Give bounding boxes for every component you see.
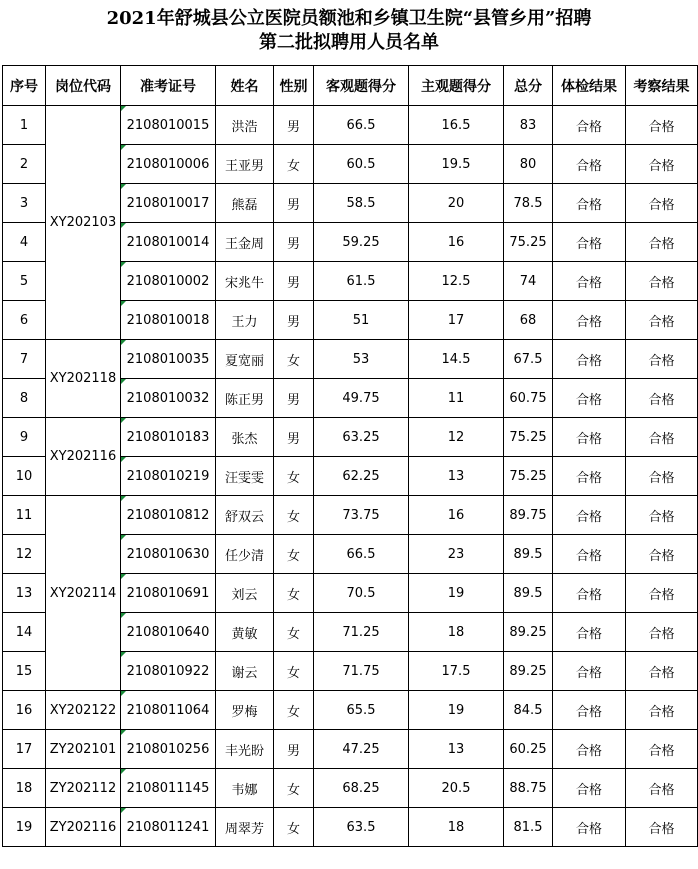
cell-name: 熊磊 [216,184,274,223]
cell-no: 18 [3,769,46,808]
cell-subjective: 16.5 [409,106,504,145]
cell-ticket: 2108011145 [121,769,216,808]
cell-inspection: 合格 [626,184,698,223]
cell-objective: 47.25 [314,730,409,769]
cell-ticket: 2108010219 [121,457,216,496]
cell-objective: 60.5 [314,145,409,184]
cell-medical: 合格 [553,691,626,730]
cell-total: 89.25 [504,652,553,691]
cell-no: 12 [3,535,46,574]
cell-subjective: 12 [409,418,504,457]
cell-ticket: 2108010183 [121,418,216,457]
cell-total: 75.25 [504,418,553,457]
cell-name: 王亚男 [216,145,274,184]
header-no: 序号 [3,66,46,106]
cell-objective: 63.5 [314,808,409,847]
document-title-line2: 第二批拟聘用人员名单 [259,32,439,53]
cell-gender: 男 [274,730,314,769]
cell-medical: 合格 [553,145,626,184]
cell-no: 14 [3,613,46,652]
cell-gender: 女 [274,652,314,691]
cell-total: 83 [504,106,553,145]
cell-total: 88.75 [504,769,553,808]
cell-subjective: 13 [409,730,504,769]
cell-inspection: 合格 [626,340,698,379]
cell-inspection: 合格 [626,223,698,262]
cell-no: 3 [3,184,46,223]
cell-no: 13 [3,574,46,613]
cell-post-code: XY202114 [46,496,121,691]
cell-no: 9 [3,418,46,457]
cell-post-code: XY202118 [46,340,121,418]
cell-inspection: 合格 [626,691,698,730]
cell-name: 王金周 [216,223,274,262]
table-row [3,418,698,457]
cell-inspection: 合格 [626,145,698,184]
cell-gender: 女 [274,769,314,808]
cell-objective: 71.75 [314,652,409,691]
cell-name: 洪浩 [216,106,274,145]
table-row [3,769,698,808]
table-row [3,106,698,145]
table-row [3,808,698,847]
cell-objective: 71.25 [314,613,409,652]
header-ticket: 准考证号 [121,66,216,106]
cell-medical: 合格 [553,184,626,223]
cell-subjective: 19 [409,574,504,613]
cell-subjective: 11 [409,379,504,418]
table-row [3,340,698,379]
cell-subjective: 18 [409,808,504,847]
cell-subjective: 17 [409,301,504,340]
cell-gender: 女 [274,535,314,574]
cell-objective: 59.25 [314,223,409,262]
cell-subjective: 14.5 [409,340,504,379]
cell-medical: 合格 [553,613,626,652]
candidate-table [2,65,698,847]
cell-no: 1 [3,106,46,145]
cell-objective: 68.25 [314,769,409,808]
cell-subjective: 19 [409,691,504,730]
cell-name: 汪雯雯 [216,457,274,496]
cell-inspection: 合格 [626,457,698,496]
cell-no: 8 [3,379,46,418]
cell-objective: 58.5 [314,184,409,223]
cell-ticket: 2108010640 [121,613,216,652]
cell-objective: 49.75 [314,379,409,418]
cell-name: 黄敏 [216,613,274,652]
cell-post-code: XY202122 [46,691,121,730]
cell-gender: 男 [274,223,314,262]
cell-medical: 合格 [553,808,626,847]
cell-medical: 合格 [553,340,626,379]
cell-gender: 女 [274,457,314,496]
header-medical: 体检结果 [553,66,626,106]
cell-gender: 女 [274,613,314,652]
cell-name: 刘云 [216,574,274,613]
cell-total: 75.25 [504,223,553,262]
cell-inspection: 合格 [626,379,698,418]
cell-medical: 合格 [553,652,626,691]
cell-name: 罗梅 [216,691,274,730]
cell-total: 89.5 [504,535,553,574]
cell-inspection: 合格 [626,574,698,613]
cell-subjective: 16 [409,223,504,262]
cell-post-code: XY202116 [46,418,121,496]
cell-ticket: 2108010630 [121,535,216,574]
cell-name: 王力 [216,301,274,340]
cell-objective: 70.5 [314,574,409,613]
cell-no: 17 [3,730,46,769]
cell-gender: 男 [274,106,314,145]
cell-medical: 合格 [553,262,626,301]
table-row [3,496,698,535]
cell-subjective: 16 [409,496,504,535]
cell-name: 丰光盼 [216,730,274,769]
cell-ticket: 2108011241 [121,808,216,847]
cell-name: 陈正男 [216,379,274,418]
cell-total: 89.5 [504,574,553,613]
cell-no: 2 [3,145,46,184]
cell-no: 11 [3,496,46,535]
header-inspection: 考察结果 [626,66,698,106]
header-subjective: 主观题得分 [409,66,504,106]
cell-subjective: 20.5 [409,769,504,808]
cell-total: 67.5 [504,340,553,379]
table-header-row [3,66,698,106]
cell-objective: 51 [314,301,409,340]
cell-medical: 合格 [553,301,626,340]
cell-subjective: 17.5 [409,652,504,691]
cell-gender: 男 [274,184,314,223]
cell-objective: 73.75 [314,496,409,535]
cell-no: 4 [3,223,46,262]
cell-gender: 女 [274,145,314,184]
cell-ticket: 2108010032 [121,379,216,418]
cell-inspection: 合格 [626,769,698,808]
header-name: 姓名 [216,66,274,106]
cell-medical: 合格 [553,730,626,769]
cell-name: 夏宽丽 [216,340,274,379]
cell-inspection: 合格 [626,808,698,847]
table-row [3,730,698,769]
cell-name: 谢云 [216,652,274,691]
cell-post-code: XY202103 [46,106,121,340]
cell-subjective: 20 [409,184,504,223]
cell-total: 75.25 [504,457,553,496]
cell-subjective: 12.5 [409,262,504,301]
cell-ticket: 2108010035 [121,340,216,379]
cell-no: 7 [3,340,46,379]
cell-no: 10 [3,457,46,496]
cell-name: 周翠芳 [216,808,274,847]
cell-medical: 合格 [553,106,626,145]
cell-subjective: 23 [409,535,504,574]
cell-gender: 女 [274,808,314,847]
cell-ticket: 2108010017 [121,184,216,223]
cell-ticket: 2108010018 [121,301,216,340]
cell-ticket: 2108010015 [121,106,216,145]
cell-inspection: 合格 [626,730,698,769]
cell-gender: 男 [274,418,314,457]
cell-name: 宋兆牛 [216,262,274,301]
cell-ticket: 2108010256 [121,730,216,769]
cell-gender: 男 [274,379,314,418]
cell-ticket: 2108010691 [121,574,216,613]
cell-total: 84.5 [504,691,553,730]
cell-no: 5 [3,262,46,301]
cell-total: 60.75 [504,379,553,418]
cell-medical: 合格 [553,574,626,613]
cell-gender: 男 [274,262,314,301]
cell-total: 89.25 [504,613,553,652]
cell-inspection: 合格 [626,613,698,652]
cell-inspection: 合格 [626,496,698,535]
cell-inspection: 合格 [626,262,698,301]
cell-total: 60.25 [504,730,553,769]
cell-total: 80 [504,145,553,184]
cell-objective: 62.25 [314,457,409,496]
cell-ticket: 2108011064 [121,691,216,730]
cell-objective: 66.5 [314,106,409,145]
cell-gender: 女 [274,496,314,535]
cell-ticket: 2108010014 [121,223,216,262]
header-total: 总分 [504,66,553,106]
cell-no: 19 [3,808,46,847]
cell-total: 74 [504,262,553,301]
cell-objective: 53 [314,340,409,379]
cell-gender: 女 [274,691,314,730]
cell-objective: 63.25 [314,418,409,457]
cell-objective: 61.5 [314,262,409,301]
cell-total: 81.5 [504,808,553,847]
cell-post-code: ZY202112 [46,769,121,808]
cell-ticket: 2108010812 [121,496,216,535]
cell-objective: 65.5 [314,691,409,730]
cell-post-code: ZY202101 [46,730,121,769]
cell-total: 78.5 [504,184,553,223]
cell-gender: 男 [274,301,314,340]
cell-inspection: 合格 [626,418,698,457]
cell-ticket: 2108010922 [121,652,216,691]
cell-subjective: 13 [409,457,504,496]
table-row [3,691,698,730]
cell-name: 舒双云 [216,496,274,535]
cell-no: 6 [3,301,46,340]
cell-subjective: 18 [409,613,504,652]
cell-medical: 合格 [553,457,626,496]
cell-gender: 女 [274,574,314,613]
cell-no: 15 [3,652,46,691]
cell-inspection: 合格 [626,301,698,340]
cell-objective: 66.5 [314,535,409,574]
cell-medical: 合格 [553,379,626,418]
header-objective: 客观题得分 [314,66,409,106]
cell-name: 张杰 [216,418,274,457]
cell-total: 68 [504,301,553,340]
cell-subjective: 19.5 [409,145,504,184]
cell-name: 任少清 [216,535,274,574]
cell-gender: 女 [274,340,314,379]
cell-post-code: ZY202116 [46,808,121,847]
cell-total: 89.75 [504,496,553,535]
cell-medical: 合格 [553,496,626,535]
header-gender: 性别 [274,66,314,106]
document-title-line1: 2021年舒城县公立医院员额池和乡镇卫生院“县管乡用”招聘 [106,8,592,29]
cell-inspection: 合格 [626,106,698,145]
header-post-code: 岗位代码 [46,66,121,106]
cell-medical: 合格 [553,418,626,457]
cell-no: 16 [3,691,46,730]
cell-ticket: 2108010002 [121,262,216,301]
cell-medical: 合格 [553,535,626,574]
cell-ticket: 2108010006 [121,145,216,184]
cell-inspection: 合格 [626,652,698,691]
cell-name: 韦娜 [216,769,274,808]
cell-medical: 合格 [553,769,626,808]
cell-medical: 合格 [553,223,626,262]
cell-inspection: 合格 [626,535,698,574]
